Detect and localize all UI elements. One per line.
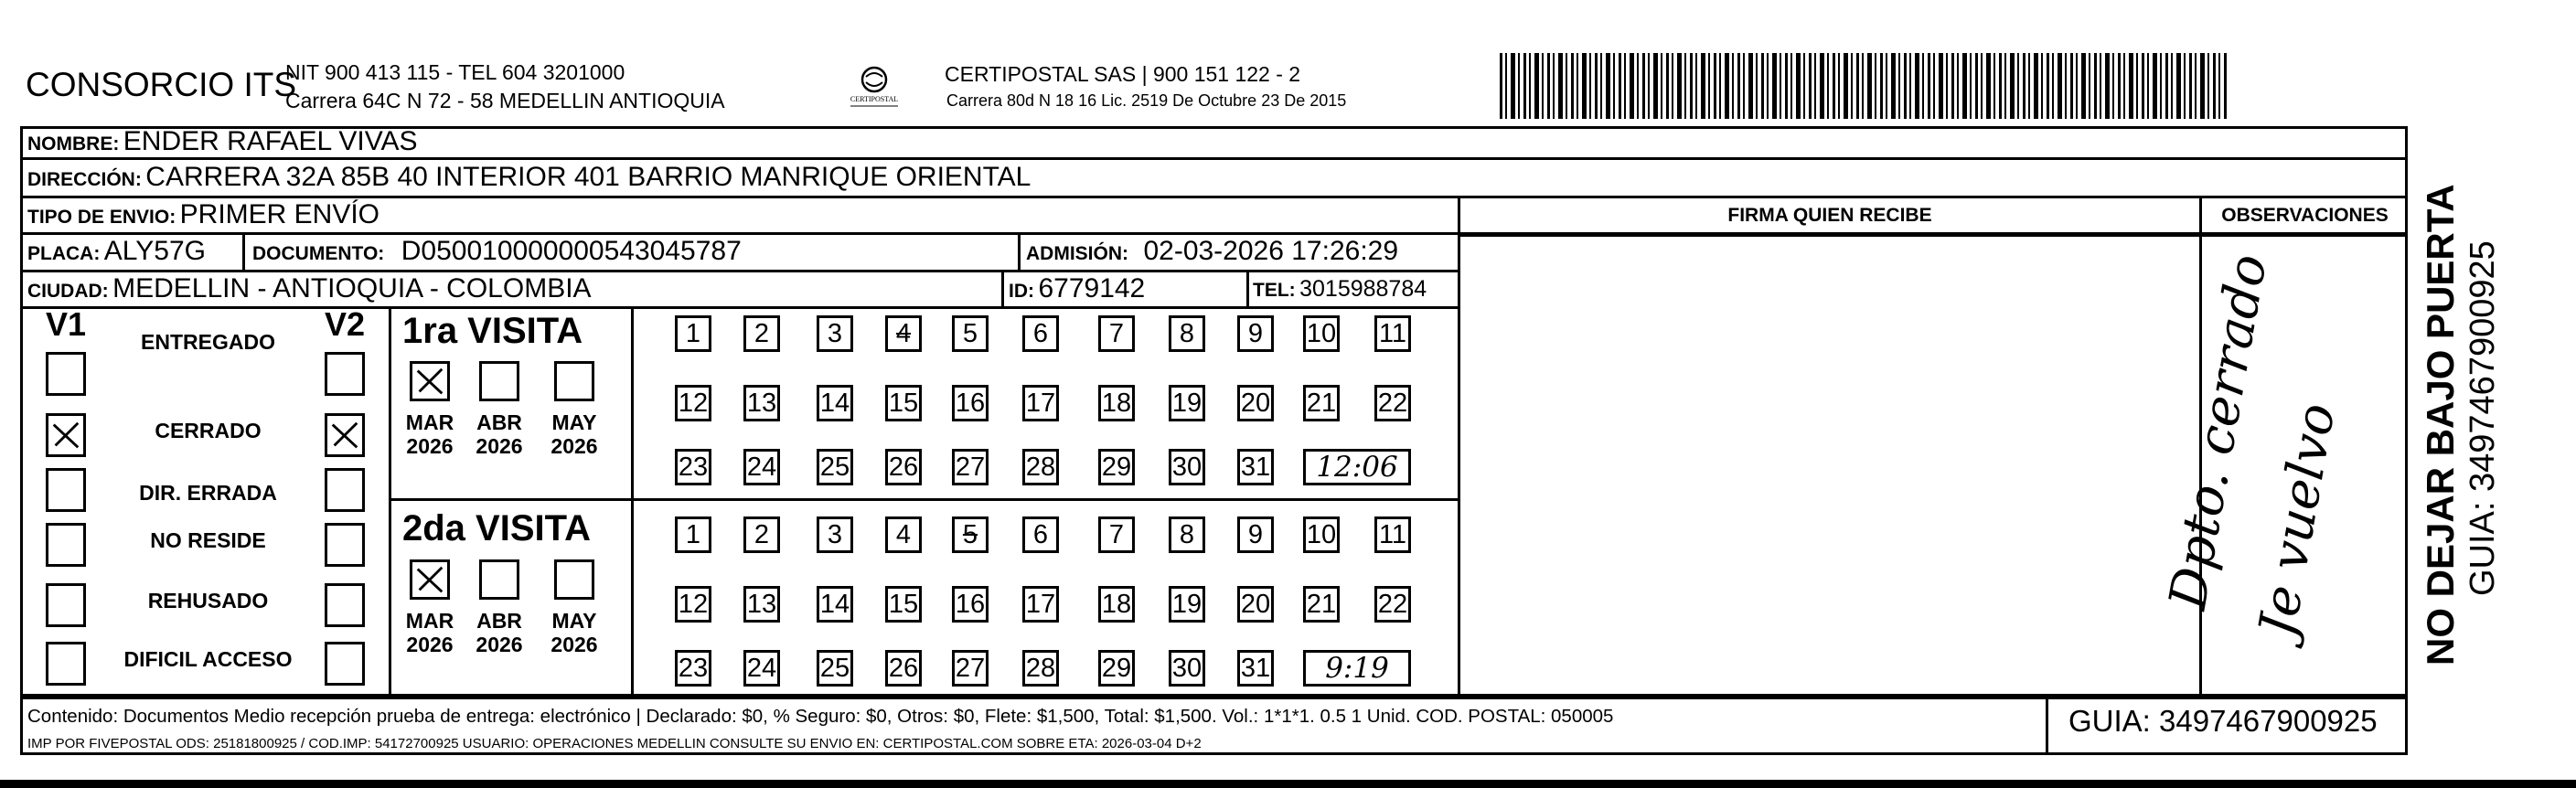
day-box: 26	[885, 449, 922, 485]
status-v2-checkbox	[325, 583, 365, 627]
certipostal-logo	[841, 64, 907, 112]
day-box: 6	[1022, 516, 1059, 553]
day-box: 27	[952, 449, 989, 485]
status-label: ENTREGADO	[141, 330, 275, 354]
day-box: 5	[952, 315, 989, 352]
day-box: 23	[675, 650, 711, 687]
day-box: 4	[885, 315, 922, 352]
placa-row	[27, 236, 206, 267]
nombre-value: ENDER RAFAEL VIVAS	[123, 126, 418, 156]
status-v2-checkbox	[325, 413, 365, 457]
month-checkbox	[554, 559, 594, 600]
month-checkbox	[479, 559, 519, 600]
day-box: 21	[1303, 385, 1340, 421]
id-value: 6779142	[1038, 273, 1146, 303]
day-box: 11	[1374, 516, 1411, 553]
month-year: 2026	[406, 434, 454, 458]
day-box: 28	[1022, 650, 1059, 687]
tel-value: 3015988784	[1299, 276, 1427, 302]
day-box: 15	[885, 586, 922, 623]
tipo-envio-row	[27, 199, 379, 230]
status-label: NO RESIDE	[150, 528, 266, 552]
company-name: CONSORCIO ITS	[26, 66, 297, 103]
day-box: 22	[1374, 385, 1411, 421]
tipo-envio-value: PRIMER ENVÍO	[179, 199, 380, 229]
day-box: 22	[1374, 586, 1411, 623]
month-label: ABR	[476, 410, 522, 434]
certipostal-line: CERTIPOSTAL SAS | 900 151 122 - 2	[945, 62, 1301, 86]
status-v1-checkbox	[46, 413, 86, 457]
status-v2-checkbox	[325, 352, 365, 396]
month-checkbox	[554, 361, 594, 401]
check-x-icon	[412, 562, 447, 597]
day-box: 6	[1022, 315, 1059, 352]
side-warning: NO DEJAR BAJO PUERTA	[2419, 184, 2462, 666]
month-label: ABR	[476, 609, 522, 633]
check-x-icon	[48, 416, 83, 454]
day-box: 27	[952, 650, 989, 687]
day-box: 12	[675, 385, 711, 421]
day-box: 19	[1169, 586, 1205, 623]
admision-label: ADMISIÓN:	[1026, 243, 1128, 264]
day-box: 18	[1098, 586, 1135, 623]
day-box: 31	[1237, 650, 1274, 687]
status-v1-checkbox	[46, 352, 86, 396]
day-box: 30	[1169, 650, 1205, 687]
day-box: 10	[1303, 516, 1340, 553]
day-box: 23	[675, 449, 711, 485]
day-box: 1	[675, 516, 711, 553]
day-box: 2	[743, 516, 780, 553]
footer-guia: GUIA: 3497467900925	[2068, 704, 2378, 738]
day-box: 3	[817, 516, 853, 553]
day-box: 13	[743, 586, 780, 623]
ciudad-value: MEDELLIN - ANTIOQUIA - COLOMBIA	[112, 273, 592, 303]
observaciones-handwriting-1: Dpto. cerrado	[2158, 250, 2280, 614]
day-box: 13	[743, 385, 780, 421]
day-box: 9	[1237, 315, 1274, 352]
day-box: 28	[1022, 449, 1059, 485]
day-box: 17	[1022, 385, 1059, 421]
certipostal-logo-icon	[841, 64, 907, 112]
month-label: MAR	[405, 410, 454, 434]
direccion-label: DIRECCIÓN:	[27, 169, 142, 190]
month-label: MAY	[551, 410, 597, 434]
certipostal-address-line: Carrera 80d N 18 16 Lic. 2519 De Octubre 23 De 2015	[946, 91, 1347, 110]
status-v1-checkbox	[46, 523, 86, 567]
id-label: ID:	[1009, 281, 1034, 302]
company-nit-line: NIT 900 413 115 - TEL 604 3201000	[285, 60, 625, 84]
day-box: 20	[1237, 385, 1274, 421]
status-v2-checkbox	[325, 468, 365, 512]
placa-value: ALY57G	[103, 236, 206, 266]
firma-header: FIRMA QUIEN RECIBE	[1727, 205, 1932, 226]
admision-row	[1026, 236, 1398, 267]
day-box: 7	[1098, 516, 1135, 553]
day-box: 11	[1374, 315, 1411, 352]
id-row	[1009, 273, 1145, 304]
direccion-row	[27, 162, 1031, 193]
v1-header: V1	[46, 305, 87, 343]
day-box: 9	[1237, 516, 1274, 553]
company-address-line: Carrera 64C N 72 - 58 MEDELLIN ANTIOQUIA	[285, 89, 725, 112]
day-box: 16	[952, 385, 989, 421]
placa-label: PLACA:	[27, 243, 101, 264]
second-visit-title: 2da VISITA	[402, 508, 591, 548]
check-x-icon	[327, 416, 362, 454]
day-box: 18	[1098, 385, 1135, 421]
status-v1-checkbox	[46, 642, 86, 686]
month-checkbox	[479, 361, 519, 401]
tel-label: TEL:	[1253, 280, 1296, 301]
side-guia: GUIA: 3497467900925	[2464, 240, 2502, 596]
status-v1-checkbox	[46, 583, 86, 627]
observaciones-header: OBSERVACIONES	[2221, 205, 2389, 226]
day-box: 21	[1303, 586, 1340, 623]
day-box: 4	[885, 516, 922, 553]
day-box: 20	[1237, 586, 1274, 623]
day-box: 16	[952, 586, 989, 623]
first-visit-title: 1ra VISITA	[402, 311, 583, 351]
month-checkbox	[410, 361, 450, 401]
nombre-label: NOMBRE:	[27, 133, 120, 154]
direccion-value: CARRERA 32A 85B 40 INTERIOR 401 BARRIO MANRIQUE ORIENTAL	[145, 162, 1031, 192]
day-box: 7	[1098, 315, 1135, 352]
month-year: 2026	[550, 434, 598, 458]
day-box: 10	[1303, 315, 1340, 352]
day-box: 2	[743, 315, 780, 352]
day-box: 14	[817, 586, 853, 623]
check-x-icon	[412, 364, 447, 399]
bottom-rule	[0, 780, 2576, 788]
time-box: 12:06	[1303, 449, 1411, 485]
day-box: 14	[817, 385, 853, 421]
month-year: 2026	[476, 633, 523, 656]
day-box: 17	[1022, 586, 1059, 623]
day-box: 25	[817, 449, 853, 485]
day-box: 19	[1169, 385, 1205, 421]
month-year: 2026	[406, 633, 454, 656]
day-box: 8	[1169, 315, 1205, 352]
day-box: 29	[1098, 449, 1135, 485]
tipo-envio-label: TIPO DE ENVIO:	[27, 207, 176, 228]
status-label: DIFICIL ACCESO	[123, 647, 293, 671]
admision-value: 02-03-2026 17:26:29	[1143, 236, 1399, 266]
footer-contenido: Contenido: Documentos Medio recepción prueba de entrega: electrónico | Declarado: $0, % Seguro: $0, Otros: $0, Flete: $1,500, Total: $1,500. Vol.: 1*1*1. 0.5 1 Unid. COD. POSTAL: 050005	[27, 706, 1614, 727]
status-v2-checkbox	[325, 642, 365, 686]
day-box: 30	[1169, 449, 1205, 485]
month-label: MAY	[551, 609, 597, 633]
day-box: 15	[885, 385, 922, 421]
month-label: MAR	[405, 609, 454, 633]
documento-value: D050010000000543045787	[401, 236, 742, 266]
tel-row	[1253, 276, 1427, 303]
day-box: 29	[1098, 650, 1135, 687]
footer-imp-line: IMP POR FIVEPOSTAL ODS: 25181800925 / COD.IMP: 54172700925 USUARIO: OPERACIONES MEDELLIN CONSULTE SU ENVIO EN: CERTIPOSTAL.COM SOBRE ETA: 2026-03-04 D+2	[27, 736, 1202, 751]
status-label: CERRADO	[155, 419, 262, 442]
ciudad-row	[27, 273, 592, 304]
day-box: 5	[952, 516, 989, 553]
documento-row	[252, 236, 742, 267]
status-label: REHUSADO	[147, 589, 269, 612]
status-v2-checkbox	[325, 523, 365, 567]
nombre-row	[27, 126, 418, 157]
month-year: 2026	[550, 633, 598, 656]
day-box: 3	[817, 315, 853, 352]
month-year: 2026	[476, 434, 523, 458]
barcode	[1500, 53, 2227, 119]
documento-label: DOCUMENTO:	[252, 243, 385, 264]
month-checkbox	[410, 559, 450, 600]
v2-header: V2	[325, 305, 366, 343]
certipostal-logo-text: CERTIPOSTAL	[850, 95, 899, 103]
status-v1-checkbox	[46, 468, 86, 512]
day-box: 24	[743, 449, 780, 485]
observaciones-handwriting-2: Je vuelvo	[2248, 399, 2347, 642]
day-box: 12	[675, 586, 711, 623]
day-box: 31	[1237, 449, 1274, 485]
day-box: 8	[1169, 516, 1205, 553]
ciudad-label: CIUDAD:	[27, 281, 109, 302]
day-box: 1	[675, 315, 711, 352]
day-box: 24	[743, 650, 780, 687]
day-box: 25	[817, 650, 853, 687]
status-label: DIR. ERRADA	[139, 481, 277, 505]
day-box: 26	[885, 650, 922, 687]
time-box: 9:19	[1303, 650, 1411, 687]
